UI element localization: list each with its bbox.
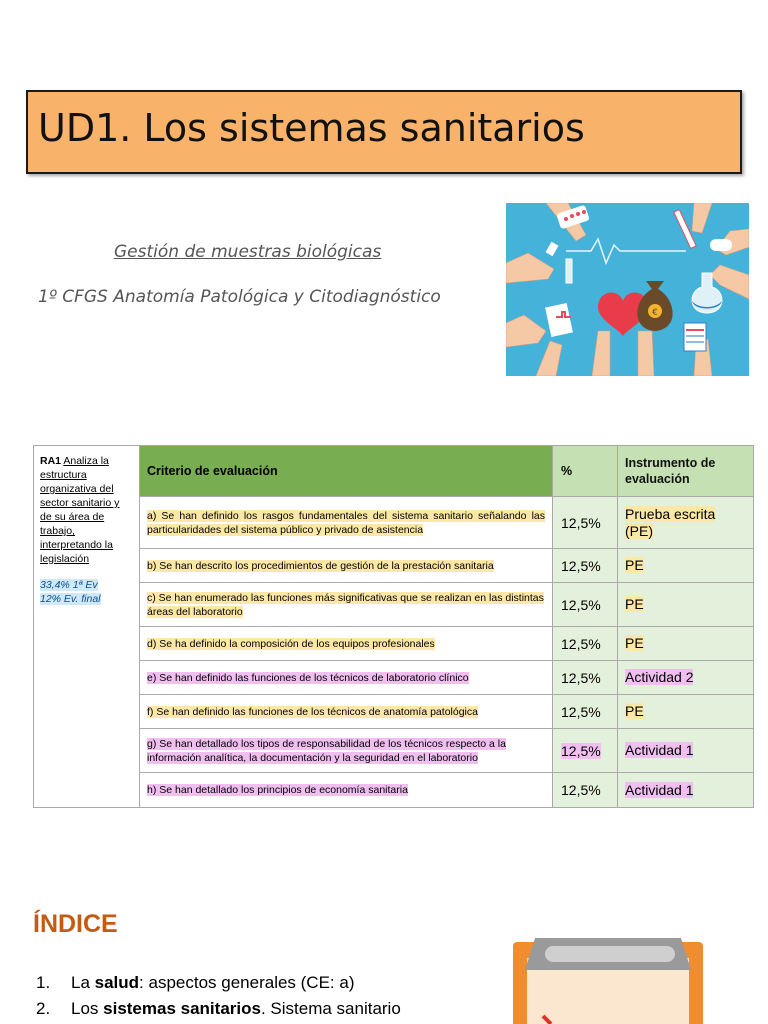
healthcare-illustration xyxy=(506,203,749,376)
criteria-cell: f) Se han definido las funciones de los técnicos de anatomía patológica xyxy=(140,695,553,729)
criteria-cell: d) Se ha definido la composición de los equipos profesionales xyxy=(140,627,553,661)
criteria-cell: g) Se han detallado los tipos de responsabilidad de los técnicos respecto a la información analítica, la documentación y la seguridad en el laboratorio xyxy=(140,729,553,773)
percentage-cell: 12,5% xyxy=(553,583,618,627)
svg-text:€: € xyxy=(652,308,658,318)
instrument-cell: Prueba escrita (PE) xyxy=(618,497,754,549)
instrument-cell: PE xyxy=(618,583,754,627)
table-row xyxy=(34,583,754,627)
instrument-cell: PE xyxy=(618,695,754,729)
table-row xyxy=(34,695,754,729)
criteria-cell: e) Se han definido las funciones de los técnicos de laboratorio clínico xyxy=(140,661,553,695)
list-item: 2. Los sistemas sanitarios. Sistema sanitario xyxy=(36,996,401,1022)
percentage-cell: 12,5% xyxy=(553,695,618,729)
learning-outcome-cell xyxy=(34,446,140,808)
page-title: UD1. Los sistemas sanitarios xyxy=(38,106,585,150)
instrument-cell: Actividad 1 xyxy=(618,729,754,773)
table-row xyxy=(34,661,754,695)
header-percentage: % xyxy=(553,446,618,497)
ra-weight-final-eval: 12% Ev. final xyxy=(40,593,101,605)
percentage-cell: 12,5% xyxy=(553,773,618,808)
percentage-cell: 12,5% xyxy=(553,661,618,695)
header-criteria: Criterio de evaluación xyxy=(140,446,553,497)
criteria-cell: h) Se han detallado los principios de economía sanitaria xyxy=(140,773,553,808)
table-header-row xyxy=(34,446,754,497)
table-row xyxy=(34,729,754,773)
list-item-number: 2. xyxy=(36,999,51,1018)
instrument-cell: Actividad 2 xyxy=(618,661,754,695)
criteria-cell: c) Se han enumerado las funciones más significativas que se realizan en las distintas áreas del laboratorio xyxy=(140,583,553,627)
clipboard-icon xyxy=(505,930,715,1024)
subtitle-module: Gestión de muestras biológicas xyxy=(114,242,382,262)
percentage-cell: 12,5% xyxy=(553,729,618,773)
percentage-cell: 12,5% xyxy=(553,627,618,661)
table-row xyxy=(34,773,754,808)
ra-description: Analiza la estructura organizativa del sector sanitario y de su área de trabajo, interpretando la legislación xyxy=(40,455,120,565)
instrument-cell: PE xyxy=(618,627,754,661)
percentage-cell: 12,5% xyxy=(553,497,618,549)
index-heading: ÍNDICE xyxy=(33,910,118,938)
list-item-number: 1. xyxy=(36,973,51,992)
table-row xyxy=(34,497,754,549)
percentage-cell: 12,5% xyxy=(553,549,618,583)
index-list xyxy=(36,970,401,1022)
ra-weight-first-eval: 33,4% 1ª Ev xyxy=(40,579,98,591)
subtitle-course: 1º CFGS Anatomía Patológica y Citodiagnóstico xyxy=(38,287,441,307)
ra-code: RA1 xyxy=(40,455,62,467)
evaluation-criteria-table xyxy=(33,445,754,808)
header-instrument: Instrumento de evaluación xyxy=(618,446,754,497)
instrument-cell: PE xyxy=(618,549,754,583)
instrument-cell: Actividad 1 xyxy=(618,773,754,808)
ra-weight-notes xyxy=(40,578,133,606)
title-box xyxy=(26,90,742,174)
table-row xyxy=(34,549,754,583)
criteria-cell: a) Se han definido los rasgos fundamentales del sistema sanitario señalando las particularidades del sistema público y privado de asistencia xyxy=(140,497,553,549)
table-row xyxy=(34,627,754,661)
criteria-cell: b) Se han descrito los procedimientos de gestión de la prestación sanitaria xyxy=(140,549,553,583)
list-item: 1. La salud: aspectos generales (CE: a) xyxy=(36,970,401,996)
